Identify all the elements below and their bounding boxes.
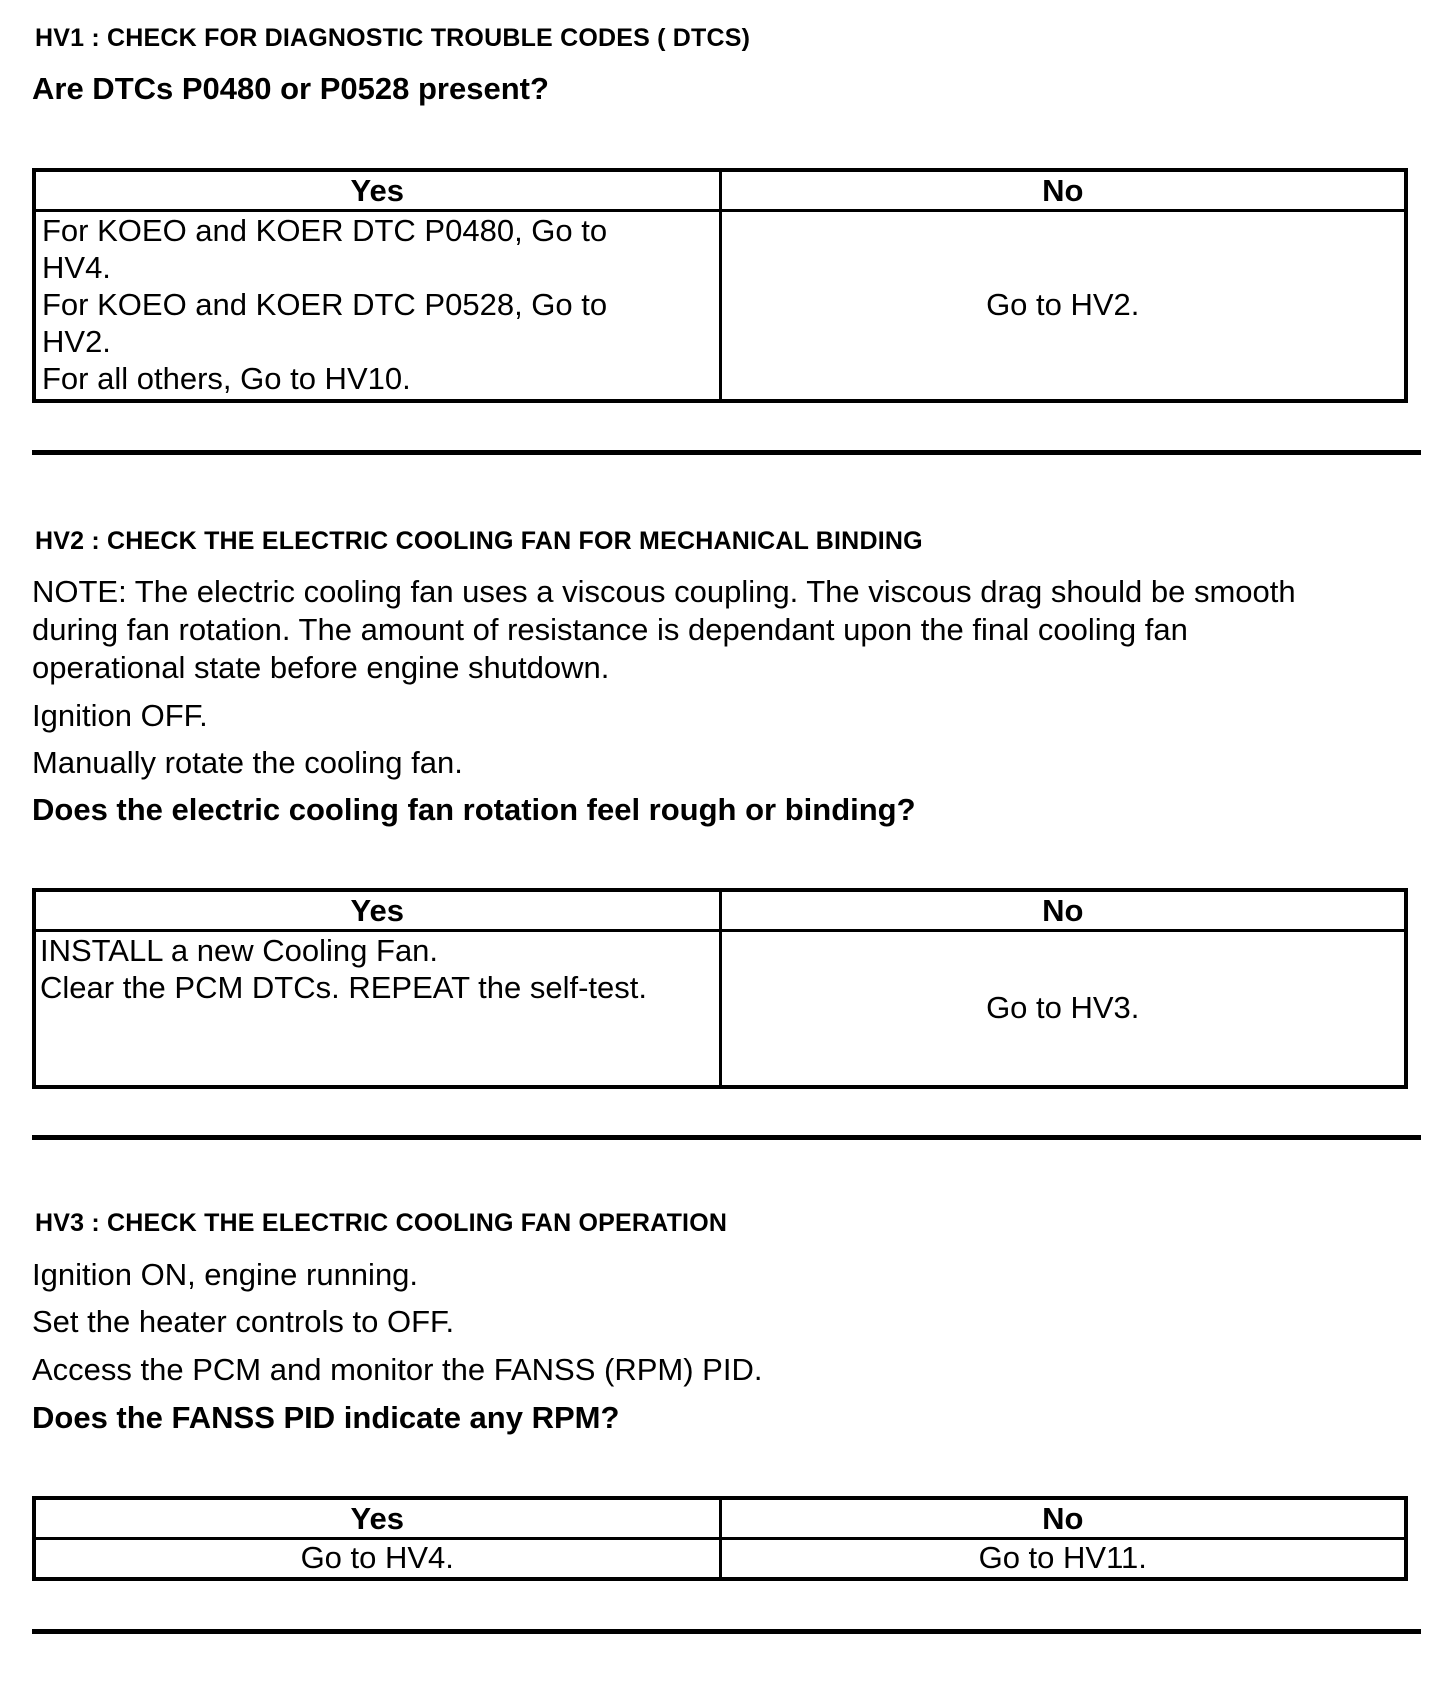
yes-cell — [34, 931, 720, 1087]
section-divider — [32, 450, 1421, 455]
instruction-step: Ignition ON, engine running. — [32, 1257, 419, 1292]
yes-line: HV2. — [42, 324, 111, 359]
yes-line: HV4. — [42, 250, 111, 285]
step-title-hv1: HV1 : CHECK FOR DIAGNOSTIC TROUBLE CODES ( DTCS) — [35, 24, 751, 52]
no-cell: Go to HV11. — [720, 1539, 1406, 1579]
section-divider — [32, 1135, 1421, 1140]
question-hv2: Does the electric cooling fan rotation feel rough or binding? — [32, 792, 916, 827]
instruction-step: Manually rotate the cooling fan. — [32, 745, 463, 780]
yes-line: Clear the PCM DTCs. REPEAT the self-test. — [40, 970, 647, 1005]
no-header: No — [720, 890, 1406, 931]
result-table-hv2 — [32, 888, 1408, 1089]
yes-cell: Go to HV4. — [34, 1539, 720, 1579]
yes-line: INSTALL a new Cooling Fan. — [40, 933, 439, 968]
note-line: during fan rotation. The amount of resistance is dependant upon the final cooling fan — [32, 612, 1188, 647]
note-line: operational state before engine shutdown. — [32, 650, 610, 685]
no-cell: Go to HV2. — [720, 211, 1406, 401]
yes-line: For KOEO and KOER DTC P0480, Go to — [42, 213, 608, 248]
note-line: NOTE: The electric cooling fan uses a viscous coupling. The viscous drag should be smooth — [32, 574, 1296, 609]
yes-line: For KOEO and KOER DTC P0528, Go to — [42, 287, 608, 322]
instruction-step: Access the PCM and monitor the FANSS (RPM) PID. — [32, 1352, 763, 1387]
question-hv3: Does the FANSS PID indicate any RPM? — [32, 1400, 620, 1435]
result-table-hv3 — [32, 1496, 1408, 1581]
note-hv2 — [32, 573, 1432, 687]
no-header: No — [720, 170, 1406, 211]
no-cell: Go to HV3. — [720, 931, 1406, 1087]
yes-header: Yes — [34, 170, 720, 211]
instruction-step: Set the heater controls to OFF. — [32, 1304, 455, 1339]
no-header: No — [720, 1498, 1406, 1539]
yes-line: For all others, Go to HV10. — [42, 361, 411, 396]
section-divider — [32, 1629, 1421, 1634]
yes-header: Yes — [34, 1498, 720, 1539]
instruction-step: Ignition OFF. — [32, 698, 208, 733]
question-hv1: Are DTCs P0480 or P0528 present? — [32, 71, 549, 106]
result-table-hv1 — [32, 168, 1408, 403]
step-title-hv3: HV3 : CHECK THE ELECTRIC COOLING FAN OPERATION — [35, 1209, 728, 1237]
yes-header: Yes — [34, 890, 720, 931]
step-title-hv2: HV2 : CHECK THE ELECTRIC COOLING FAN FOR MECHANICAL BINDING — [35, 527, 923, 555]
yes-cell — [34, 211, 720, 401]
